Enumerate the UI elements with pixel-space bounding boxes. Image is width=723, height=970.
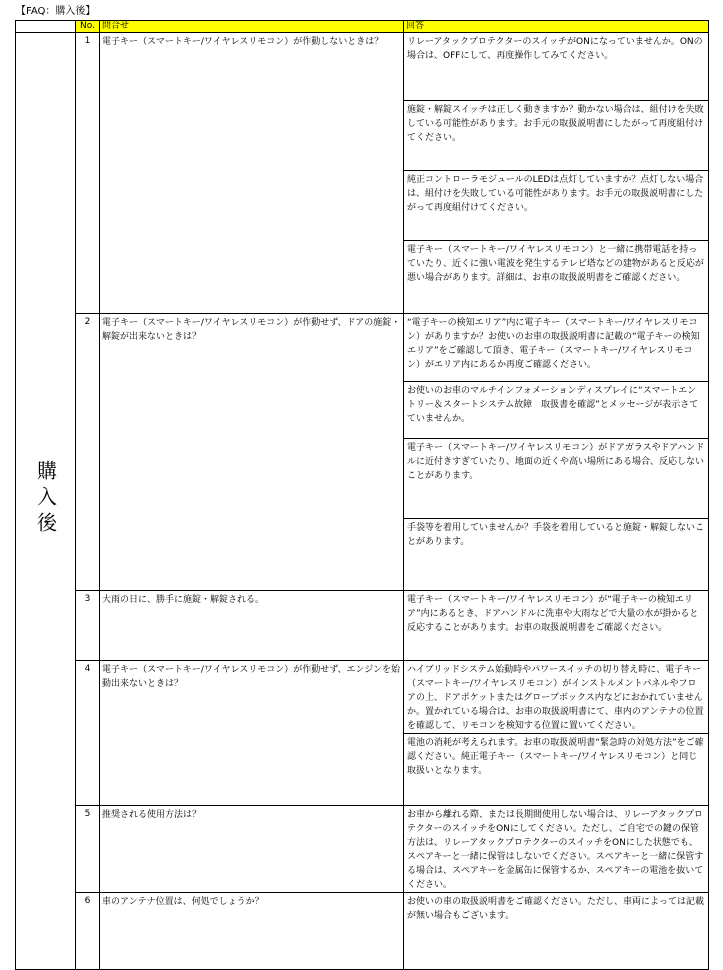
question-cell: 電子キー（スマートキー/ワイヤレスリモコン）が作動しないときは？ bbox=[100, 33, 404, 314]
table-row bbox=[16, 314, 709, 382]
question-cell: 電子キー（スマートキー/ワイヤレスリモコン）が作動せず、ドアの施錠・解錠が出来ないときは？ bbox=[100, 314, 404, 591]
table-row bbox=[16, 806, 709, 893]
table-row bbox=[16, 661, 709, 734]
question-cell: 電子キー（スマートキー/ワイヤレスリモコン）が作動せず、エンジンを始動出来ないときは？ bbox=[100, 661, 404, 806]
table-row bbox=[16, 893, 709, 970]
answer-cell: 電子キー（スマートキー/ワイヤレスリモコン）が“電子キーの検知エリア”内にあるとき、ドアハンドルに洗車や大雨などで大量の水が掛かると反応することがあります。お車の取扱説明書をご確認ください。 bbox=[404, 591, 709, 661]
row-number: 1 bbox=[76, 33, 100, 314]
row-number: 3 bbox=[76, 591, 100, 661]
row-number: 5 bbox=[76, 806, 100, 893]
answer-cell: 電子キー（スマートキー/ワイヤレスリモコン）がドアガラスやドアハンドルに近付きすぎていたり、地面の近くや高い場所にある場合、反応しないことがあります。 bbox=[404, 439, 709, 519]
answer-cell: リレーアタックプロテクターのスイッチがONになっていませんか。ONの場合は、OFFにして、再度操作してみてください。 bbox=[404, 33, 709, 101]
answer-cell: ハイブリッドシステム始動時やパワースイッチの切り替え時に、電子キー（スマートキー/ワイヤレスリモコン）がインストルメントパネルやフロアの上、ドアポケットまたはグローブボックス内などにおかれていませんか。置かれている場合は、お車の取扱説明書にて、車内のアンテナの位置を確認して、リモコンを検知する位置に置いてください。 bbox=[404, 661, 709, 734]
header-no: No. bbox=[76, 21, 100, 33]
answer-cell: お使いの車の取扱説明書をご確認ください。ただし、車両によっては記載が無い場合もございます。 bbox=[404, 893, 709, 970]
answer-cell: 施錠・解錠スイッチは正しく動きますか？動かない場合は、組付けを失敗している可能性があります。お手元の取扱説明書にしたがって再度組付けてください。 bbox=[404, 101, 709, 171]
table-row bbox=[16, 33, 709, 101]
category-cell bbox=[16, 33, 76, 970]
header-row bbox=[16, 21, 709, 33]
answer-cell: 手袋等を着用していませんか？手袋を着用していると施錠・解錠しないことがあります。 bbox=[404, 519, 709, 591]
answer-cell: お使いのお車のマルチインフォメーションディスプレイに“スマートエントリー＆スタートシステム故障 取扱書を確認”とメッセージが表示さてていませんか。 bbox=[404, 382, 709, 439]
answer-cell: お車から離れる際、または長期間使用しない場合は、リレーアタックプロテクターのスイッチをONにしてください。ただし、ご自宅での鍵の保管方法は、リレーアタックプロテクターのスイッチをONにした状態でも、スペアキーと一緒に保管はしないでください。スペアキーと一緒に保管する場合は、スペアキーを金属缶に保管するか、スペアキーの電池を抜いてください。 bbox=[404, 806, 709, 893]
header-answer: 回答 bbox=[404, 21, 709, 33]
page-title: 【FAQ：購入後】 bbox=[16, 6, 96, 17]
row-number: 6 bbox=[76, 893, 100, 970]
faq-table bbox=[15, 20, 709, 970]
question-cell: 車のアンテナ位置は、何処でしょうか？ bbox=[100, 893, 404, 970]
question-cell: 大雨の日に、勝手に施錠・解錠される。 bbox=[100, 591, 404, 661]
question-cell: 推奨される使用方法は？ bbox=[100, 806, 404, 893]
table-row bbox=[16, 591, 709, 661]
answer-cell: 純正コントローラモジュールのLEDは点灯していますか？点灯しない場合は、組付けを失敗している可能性があります。お手元の取扱説明書にしたがって再度組付けてください。 bbox=[404, 171, 709, 241]
header-question: 問合せ bbox=[100, 21, 404, 33]
answer-cell: “電子キーの検知エリア”内に電子キー（スマートキー/ワイヤレスリモコン）がありますか？お使いのお車の取扱説明書に記載の“電子キーの検知エリア”をご確認して頂き、電子キー（スマートキー/ワイヤレスリモコン）がエリア内にあるか再度ご確認ください。 bbox=[404, 314, 709, 382]
row-number: 2 bbox=[76, 314, 100, 591]
corner-cell bbox=[16, 21, 76, 33]
category-label: 購入後 bbox=[33, 460, 58, 538]
row-number: 4 bbox=[76, 661, 100, 806]
answer-cell: 電子キー（スマートキー/ワイヤレスリモコン）と一緒に携帯電話を持っていたり、近くに強い電波を発生するテレビ塔などの建物があると反応が悪い場合があります。詳細は、お車の取扱説明書をご確認ください。 bbox=[404, 241, 709, 314]
answer-cell: 電池の消耗が考えられます。お車の取扱説明書“緊急時の対処方法”をご確認ください。純正電子キー（スマートキー/ワイヤレスリモコン）と同じ取扱いとなります。 bbox=[404, 734, 709, 806]
